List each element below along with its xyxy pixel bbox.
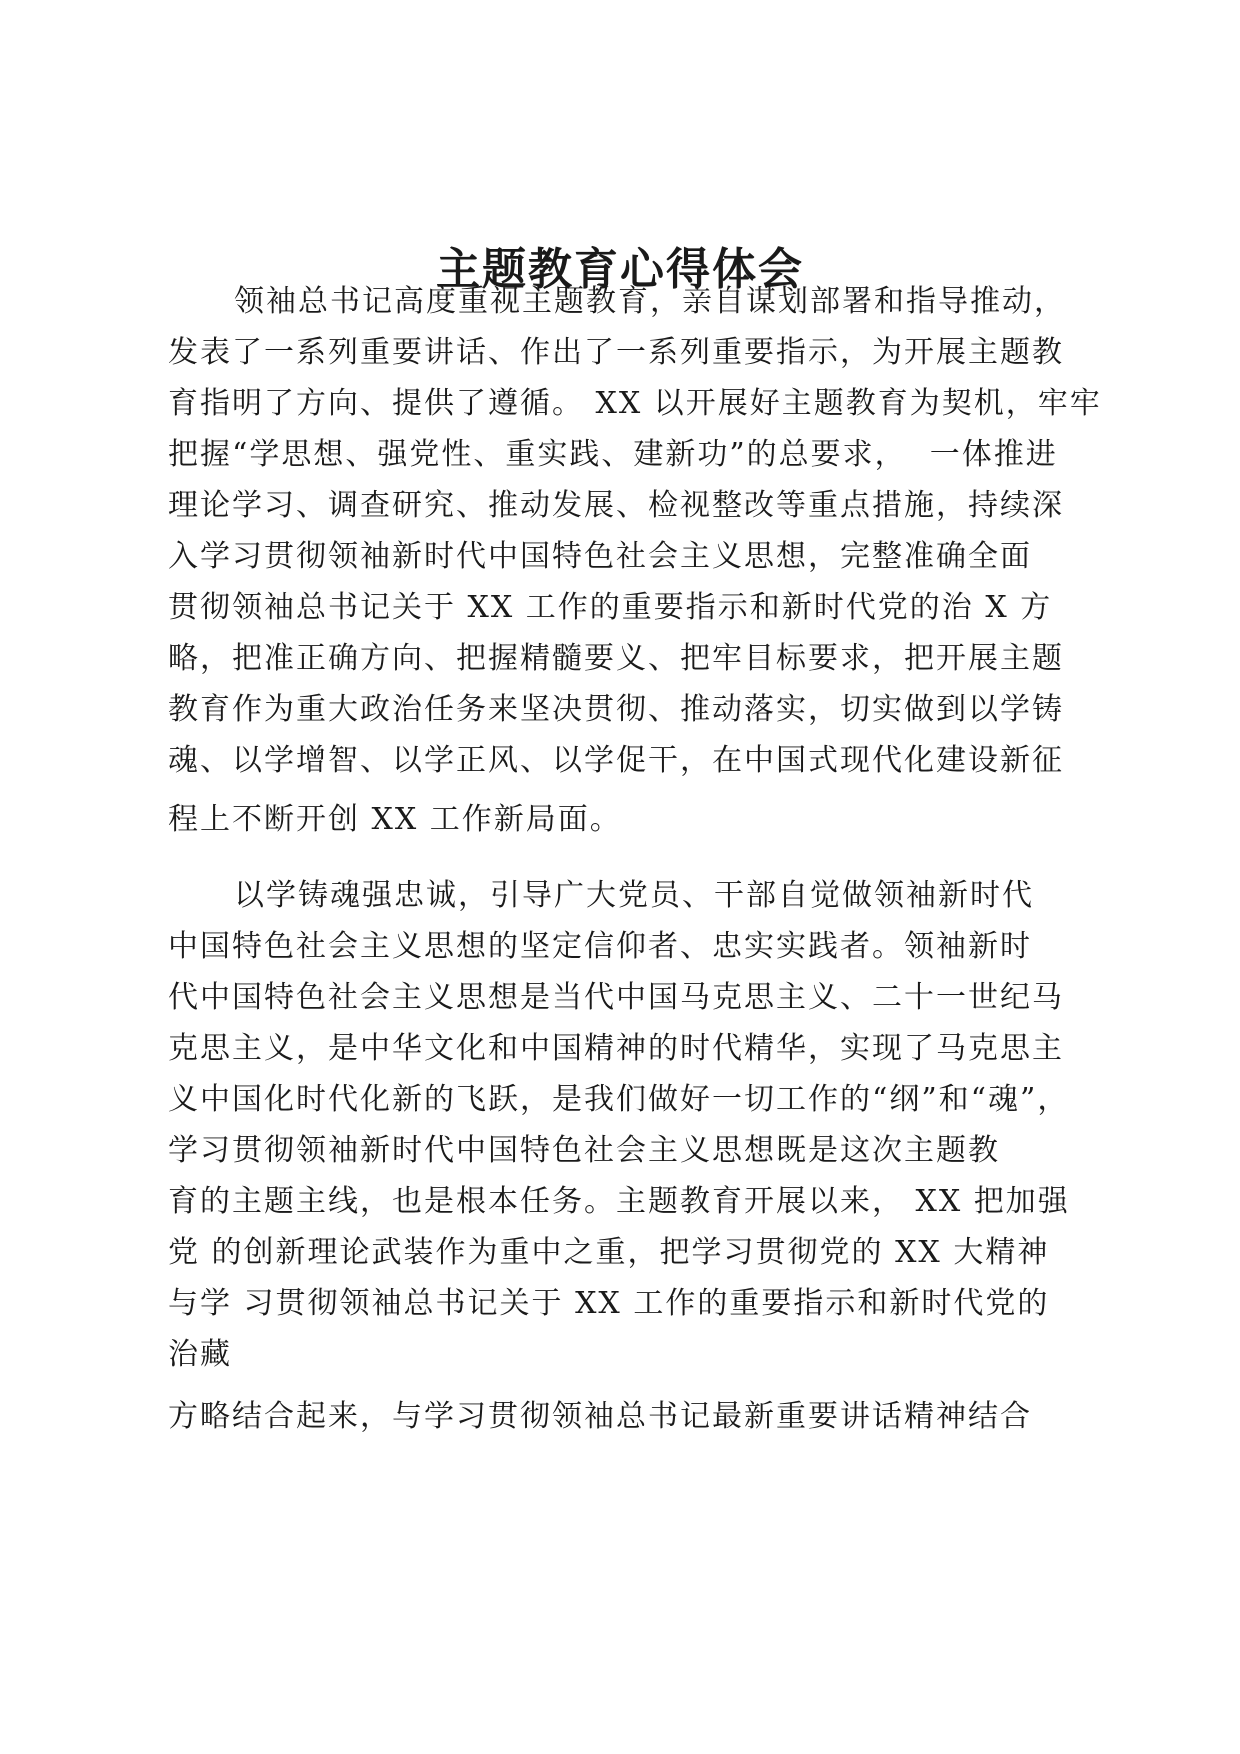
paragraph-1-line: 发表了一系列重要讲话、作出了一系列重要指示，为开展主题教 — [168, 335, 1064, 370]
paragraph-2-line: 义中国化时代化新的飞跃，是我们做好一切工作的“纲”和“魂”， — [168, 1082, 1070, 1117]
paragraph-2-line: 方略结合起来，与学习贯彻领袖总书记最新重要讲话精神结合 — [168, 1399, 1032, 1434]
paragraph-2-line: 以学铸魂强忠诚，引导广大党员、干部自觉做领袖新时代 — [234, 878, 1034, 913]
paragraph-2-line: 学习贯彻领袖新时代中国特色社会主义思想既是这次主题教 — [168, 1133, 1000, 1168]
paragraph-1-line: 领袖总书记高度重视主题教育，亲自谋划部署和指导推动， — [234, 284, 1066, 319]
paragraph-1-line: 育指明了方向、提供了遵循。 XX 以开展好主题教育为契机，牢牢 — [168, 386, 1102, 421]
paragraph-2-line: 治藏 — [168, 1337, 232, 1372]
paragraph-1-line: 理论学习、调查研究、推动发展、检视整改等重点措施，持续深 — [168, 488, 1064, 523]
paragraph-1-line: 略，把准正确方向、把握精髓要义、把牢目标要求，把开展主题 — [168, 641, 1064, 676]
paragraph-1-line: 贯彻领袖总书记关于 XX 工作的重要指示和新时代党的治 X 方 — [168, 590, 1053, 625]
paragraph-2-line: 克思主义，是中华文化和中国精神的时代精华，实现了马克思主 — [168, 1031, 1064, 1066]
paragraph-2-line: 育的主题主线，也是根本任务。主题教育开展以来， XX 把加强 — [168, 1184, 1070, 1219]
paragraph-1-line: 把握“学思想、强党性、重实践、建新功”的总要求， 一体推进 — [168, 437, 1058, 472]
paragraph-1-line: 程上不断开创 XX 工作新局面。 — [168, 802, 622, 837]
paragraph-1-line: 魂、以学增智、以学正风、以学促干，在中国式现代化建设新征 — [168, 743, 1064, 778]
paragraph-1-line: 教育作为重大政治任务来坚决贯彻、推动落实，切实做到以学铸 — [168, 692, 1064, 727]
document-title: 主题教育心得体会 — [436, 244, 804, 295]
paragraph-2-line: 代中国特色社会主义思想是当代中国马克思主义、二十一世纪马 — [168, 980, 1064, 1015]
paragraph-2-line: 党 的创新理论武装作为重中之重，把学习贯彻党的 XX 大精神 — [168, 1235, 1050, 1270]
paragraph-2-line: 与学 习贯彻领袖总书记关于 XX 工作的重要指示和新时代党的 — [168, 1286, 1050, 1321]
paragraph-1-line: 入学习贯彻领袖新时代中国特色社会主义思想，完整准确全面 — [168, 539, 1032, 574]
paragraph-2-line: 中国特色社会主义思想的坚定信仰者、忠实实践者。领袖新时 — [168, 929, 1032, 964]
